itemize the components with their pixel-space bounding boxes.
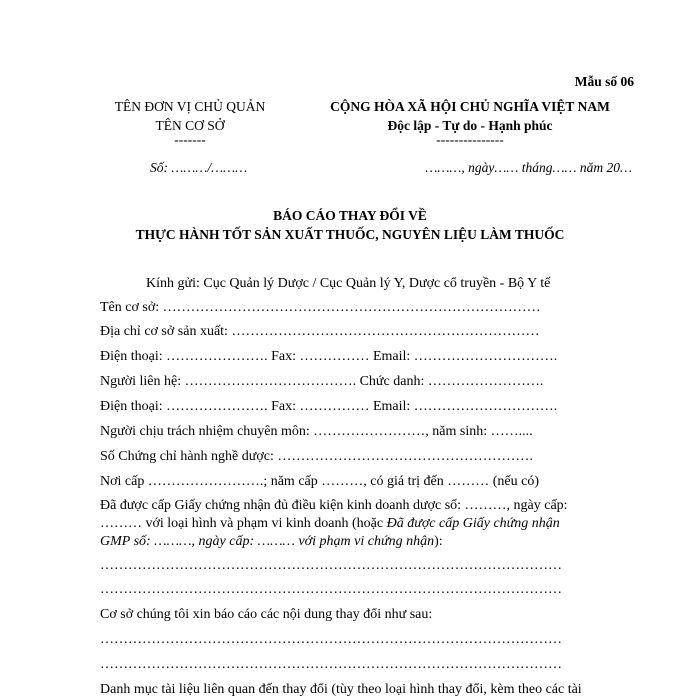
field-phone-1: Điện thoại: …………………. Fax: …………… Email: …………………………. [100,349,558,364]
facility-name-header: TÊN CƠ SỞ [155,118,225,133]
recipient: Kính gửi: Cục Quản lý Dược / Cục Quản lý Y, Dược cổ truyền - Bộ Y tế [146,276,551,291]
national-motto: Độc lập - Tự do - Hạnh phúc [387,118,553,133]
national-title: CỘNG HÒA XÃ HỘI CHỦ NGHĨA VIỆT NAM [330,99,610,114]
field-phone-2: Điện thoại: …………………. Fax: …………… Email: …………………………. [100,399,558,414]
parent-unit-name: TÊN ĐƠN VỊ CHỦ QUẢN [114,99,266,114]
changes-intro: Cơ sở chúng tôi xin báo cáo các nội dung thay đổi như sau: [100,607,433,622]
certified-line-2-italic: Đã được cấp Giấy chứng nhận [386,516,560,531]
certified-line-3-italic: GMP số: ………, ngày cấp: ……… với phạm vi chứng nhận [100,534,435,549]
report-title-line2: THỰC HÀNH TỐT SẢN XUẤT THUỐC, NGUYÊN LIỆU LÀM THUỐC [135,227,565,242]
document-date: ………, ngày…… tháng…… năm 20… [425,160,632,175]
dotted-line: ……………………………………………………………………………………… [100,657,562,672]
certified-line-1: Đã được cấp Giấy chứng nhận đủ điều kiện kinh doanh dược số: ………, ngày cấp: [100,498,568,513]
certified-line-2 [100,516,560,532]
dotted-line: ……………………………………………………………………………………… [100,582,562,597]
field-issue-place: Nơi cấp …………………….; năm cấp ………, có giá trị đến ……… (nếu có) [100,474,539,489]
certified-line-2-text: ……… với loại hình và phạm vi kinh doanh (hoặc [100,516,387,531]
field-certificate-number: Số Chứng chỉ hành nghề dược: ………………………………………………. [100,449,533,464]
field-facility-address: Địa chỉ cơ sở sản xuất: ………………………………………………………… [100,324,540,339]
dotted-line: ……………………………………………………………………………………… [100,558,562,573]
field-facility-name: Tên cơ sở: ……………………………………………………………………… [100,300,541,315]
report-title-line1: BÁO CÁO THAY ĐỔI VỀ [273,208,427,223]
right-header-rule: --------------- [436,132,504,147]
dotted-line: ……………………………………………………………………………………… [100,632,562,647]
certified-line-3-text: ): [434,534,443,549]
certified-line-3 [100,534,443,550]
field-contact-person: Người liên hệ: ………………………………. Chức danh: ……………………. [100,374,544,389]
left-header-rule: ------- [174,132,206,147]
document-number: Số: ………/……… [150,160,248,175]
form-number: Mẫu số 06 [574,74,634,89]
field-responsible-person: Người chịu trách nhiệm chuyên môn: ……………………, năm sinh: …….... [100,424,533,439]
documents-intro: Danh mục tài liệu liên quan đến thay đổi (tùy theo loại hình thay đổi, kèm theo các tài [100,682,582,697]
